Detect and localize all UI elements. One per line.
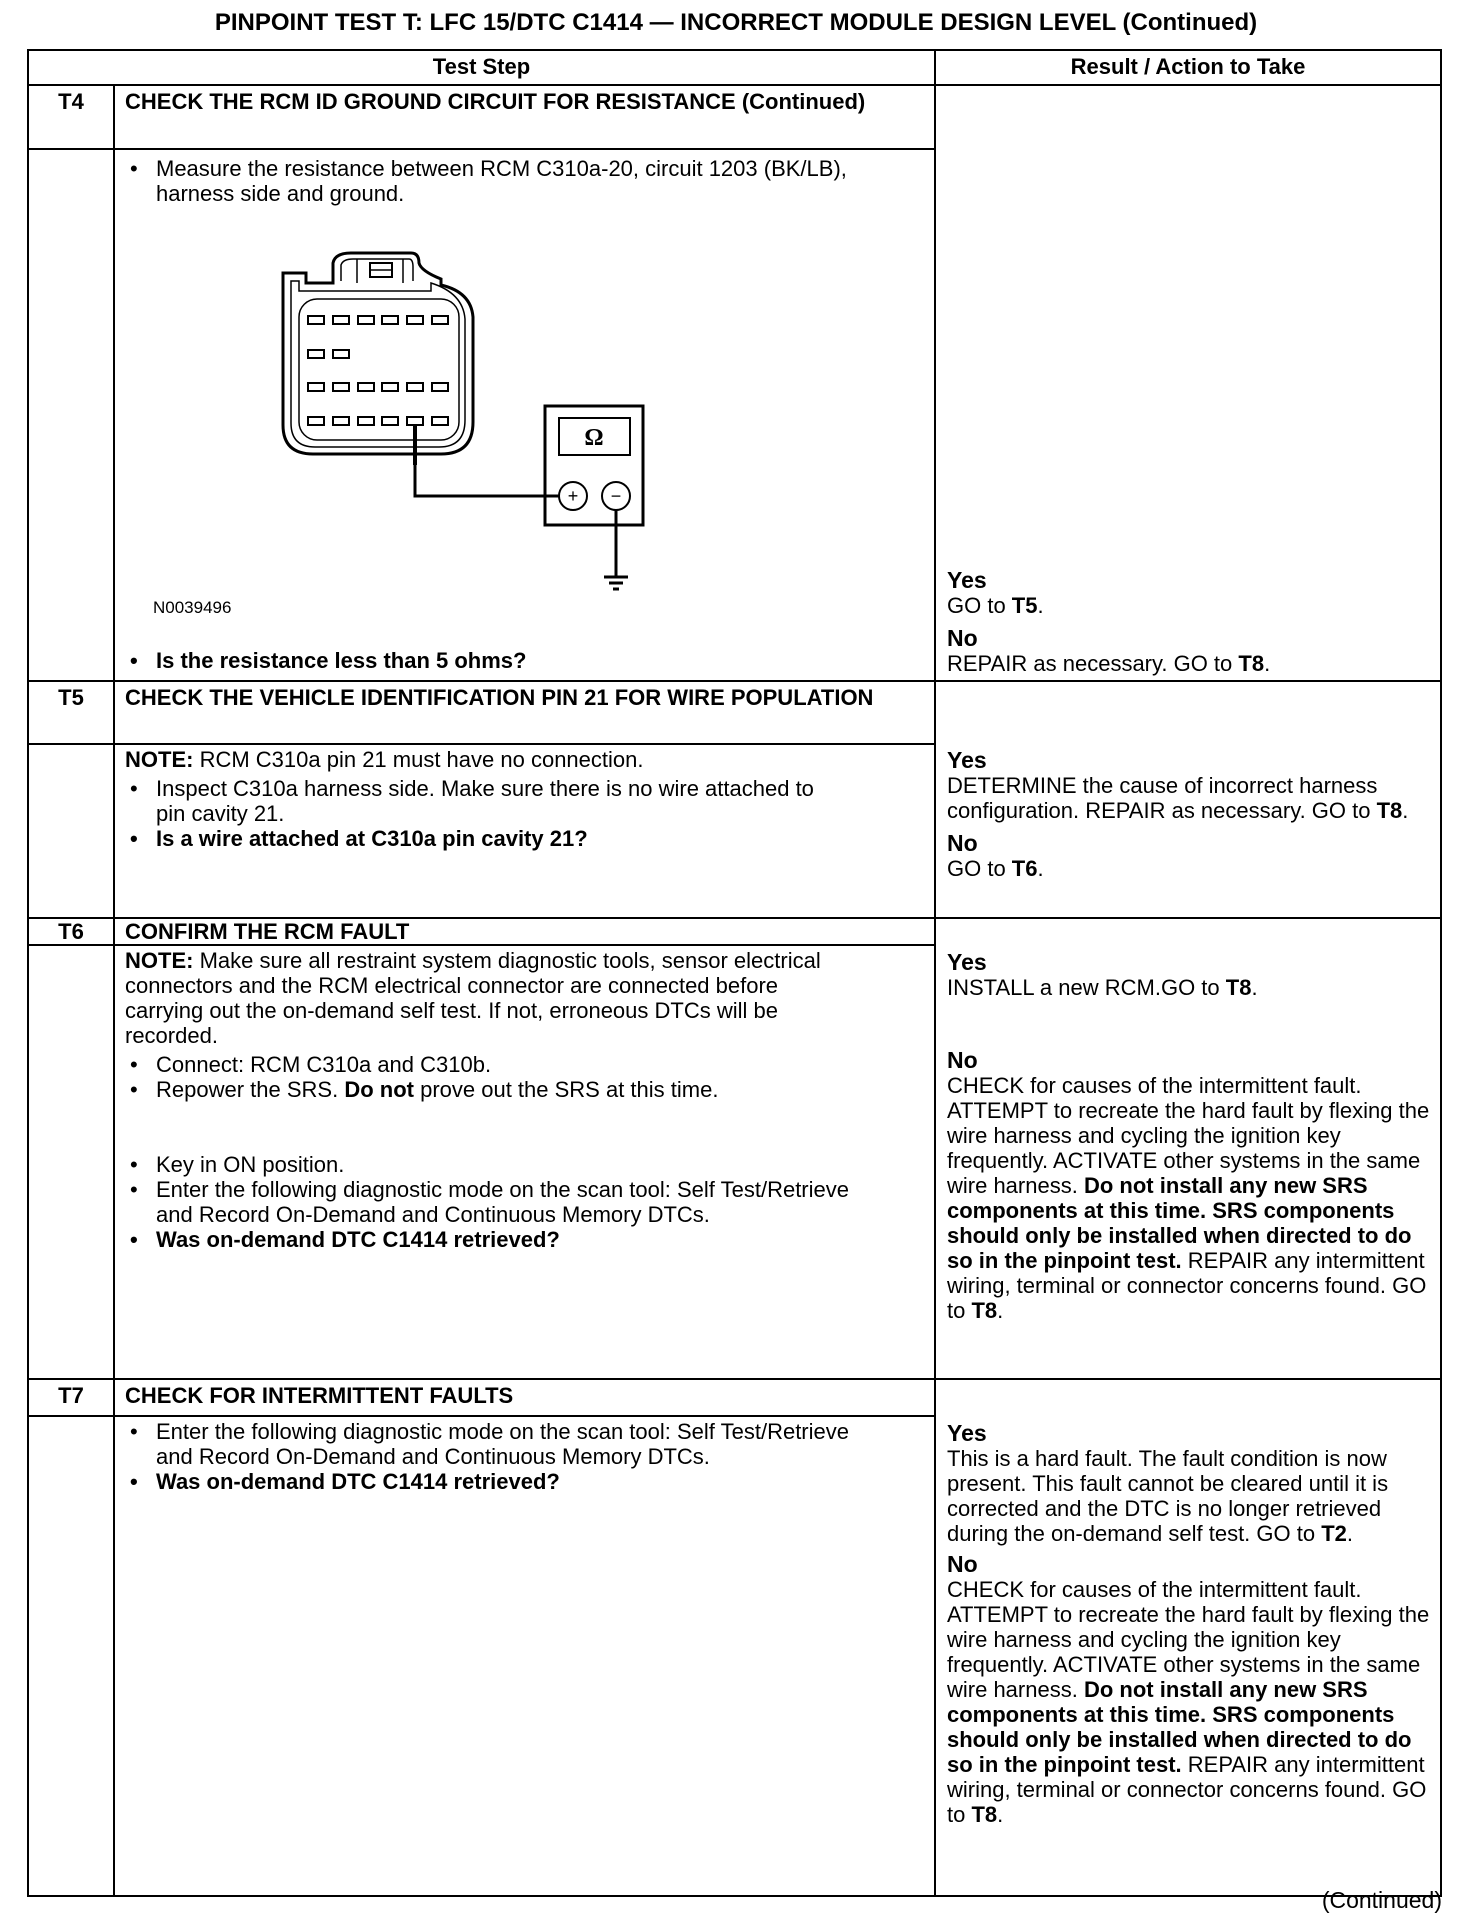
figure-id: N0039496 — [153, 598, 232, 617]
table-header — [29, 51, 1440, 86]
instruction: • Measure the resistance between RCM C310a-20, circuit 1203 (BK/LB), harness side and ground. — [125, 156, 885, 206]
question: • Was on-demand DTC C1414 retrieved? — [125, 1469, 924, 1494]
step-t4 — [29, 86, 1440, 682]
question: • Was on-demand DTC C1414 retrieved? — [125, 1227, 924, 1252]
question: • Is the resistance less than 5 ohms? — [125, 648, 526, 673]
no-action: GO to T6. — [947, 856, 1044, 881]
ohm-symbol: Ω — [584, 425, 604, 451]
no-action: CHECK for causes of the intermittent fault. ATTEMPT to recreate the hard fault by flexing the wire harness and cycling the ignition key frequently. ACTIVATE other systems in the same wire harness. Do not install any new SRS components at this time. SRS components should only be installed when directed to do so in the pinpoint test. REPAIR any intermittent wiring, terminal or connector concerns found. GO to T8. — [947, 1577, 1430, 1827]
instruction: • Enter the following diagnostic mode on the scan tool: Self Test/Retrieve and Record On-Demand and Continuous Memory DTCs. — [125, 1177, 885, 1227]
connector-pins — [308, 316, 448, 425]
step-title: CHECK THE VEHICLE IDENTIFICATION PIN 21 FOR WIRE POPULATION — [125, 685, 874, 710]
connector-diagram — [271, 237, 691, 617]
plus-symbol: + — [567, 486, 579, 506]
no-label: No — [947, 625, 978, 651]
connector-outline — [283, 253, 473, 454]
step-t6 — [29, 919, 1440, 1380]
no-label: No — [947, 830, 978, 856]
yes-action: GO to T5. — [947, 593, 1044, 618]
no-label: No — [947, 1551, 978, 1577]
yes-label: Yes — [947, 1420, 987, 1446]
header-result: Result / Action to Take — [1070, 54, 1306, 79]
minus-symbol: − — [610, 486, 622, 506]
instruction: • Enter the following diagnostic mode on the scan tool: Self Test/Retrieve and Record On-Demand and Continuous Memory DTCs. — [125, 1419, 885, 1469]
step-t5 — [29, 682, 1440, 919]
instruction: • Inspect C310a harness side. Make sure there is no wire attached to pin cavity 21. — [125, 776, 845, 826]
page-title: PINPOINT TEST T: LFC 15/DTC C1414 — INCORRECT MODULE DESIGN LEVEL (Continued) — [214, 9, 1258, 36]
step-number: T4 — [29, 86, 115, 148]
yes-action: This is a hard fault. The fault condition is now present. This fault cannot be cleared until it is corrected and the DTC is no longer retrieved during the on-demand self test. GO to T2. — [947, 1446, 1389, 1546]
ground-icon — [604, 577, 628, 589]
note: NOTE: RCM C310a pin 21 must have no connection. — [125, 747, 644, 772]
step-number: T5 — [29, 682, 115, 743]
test-lead — [415, 465, 559, 496]
instruction: • Connect: RCM C310a and C310b. — [125, 1052, 924, 1077]
no-action: CHECK for causes of the intermittent fault. ATTEMPT to recreate the hard fault by flexing the wire harness and cycling the ignition key frequently. ACTIVATE other systems in the same wire harness. Do not install any new SRS components at this time. SRS components should only be installed when directed to do so in the pinpoint test. REPAIR any intermittent wiring, terminal or connector concerns found. GO to T8. — [947, 1073, 1430, 1323]
yes-label: Yes — [947, 949, 987, 975]
header-test-step: Test Step — [29, 51, 936, 84]
step-title: CHECK FOR INTERMITTENT FAULTS — [125, 1383, 514, 1408]
no-action: REPAIR as necessary. GO to T8. — [947, 651, 1271, 676]
yes-action: DETERMINE the cause of incorrect harness configuration. REPAIR as necessary. GO to T8. — [947, 773, 1409, 823]
yes-label: Yes — [947, 747, 987, 773]
note: NOTE: Make sure all restraint system diagnostic tools, sensor electrical connectors and the RCM electrical connector are connected before carrying out the on-demand self test. If not, erroneous DTCs will be recorded. — [125, 948, 821, 1048]
yes-label: Yes — [947, 567, 987, 593]
step-title: CHECK THE RCM ID GROUND CIRCUIT FOR RESISTANCE (Continued) — [125, 89, 866, 114]
step-title: CONFIRM THE RCM FAULT — [125, 919, 410, 944]
instruction: • Key in ON position. — [125, 1152, 924, 1177]
continued-label: (Continued) — [1321, 1887, 1442, 1913]
step-number: T7 — [29, 1380, 115, 1415]
yes-action: INSTALL a new RCM.GO to T8. — [947, 975, 1258, 1000]
step-number: T6 — [29, 919, 115, 944]
question: • Is a wire attached at C310a pin cavity 21? — [125, 826, 924, 851]
no-label: No — [947, 1047, 978, 1073]
step-t7 — [29, 1380, 1440, 1895]
pinpoint-test-table — [27, 49, 1442, 1897]
instruction: • Repower the SRS. Do not prove out the SRS at this time. — [125, 1077, 924, 1102]
